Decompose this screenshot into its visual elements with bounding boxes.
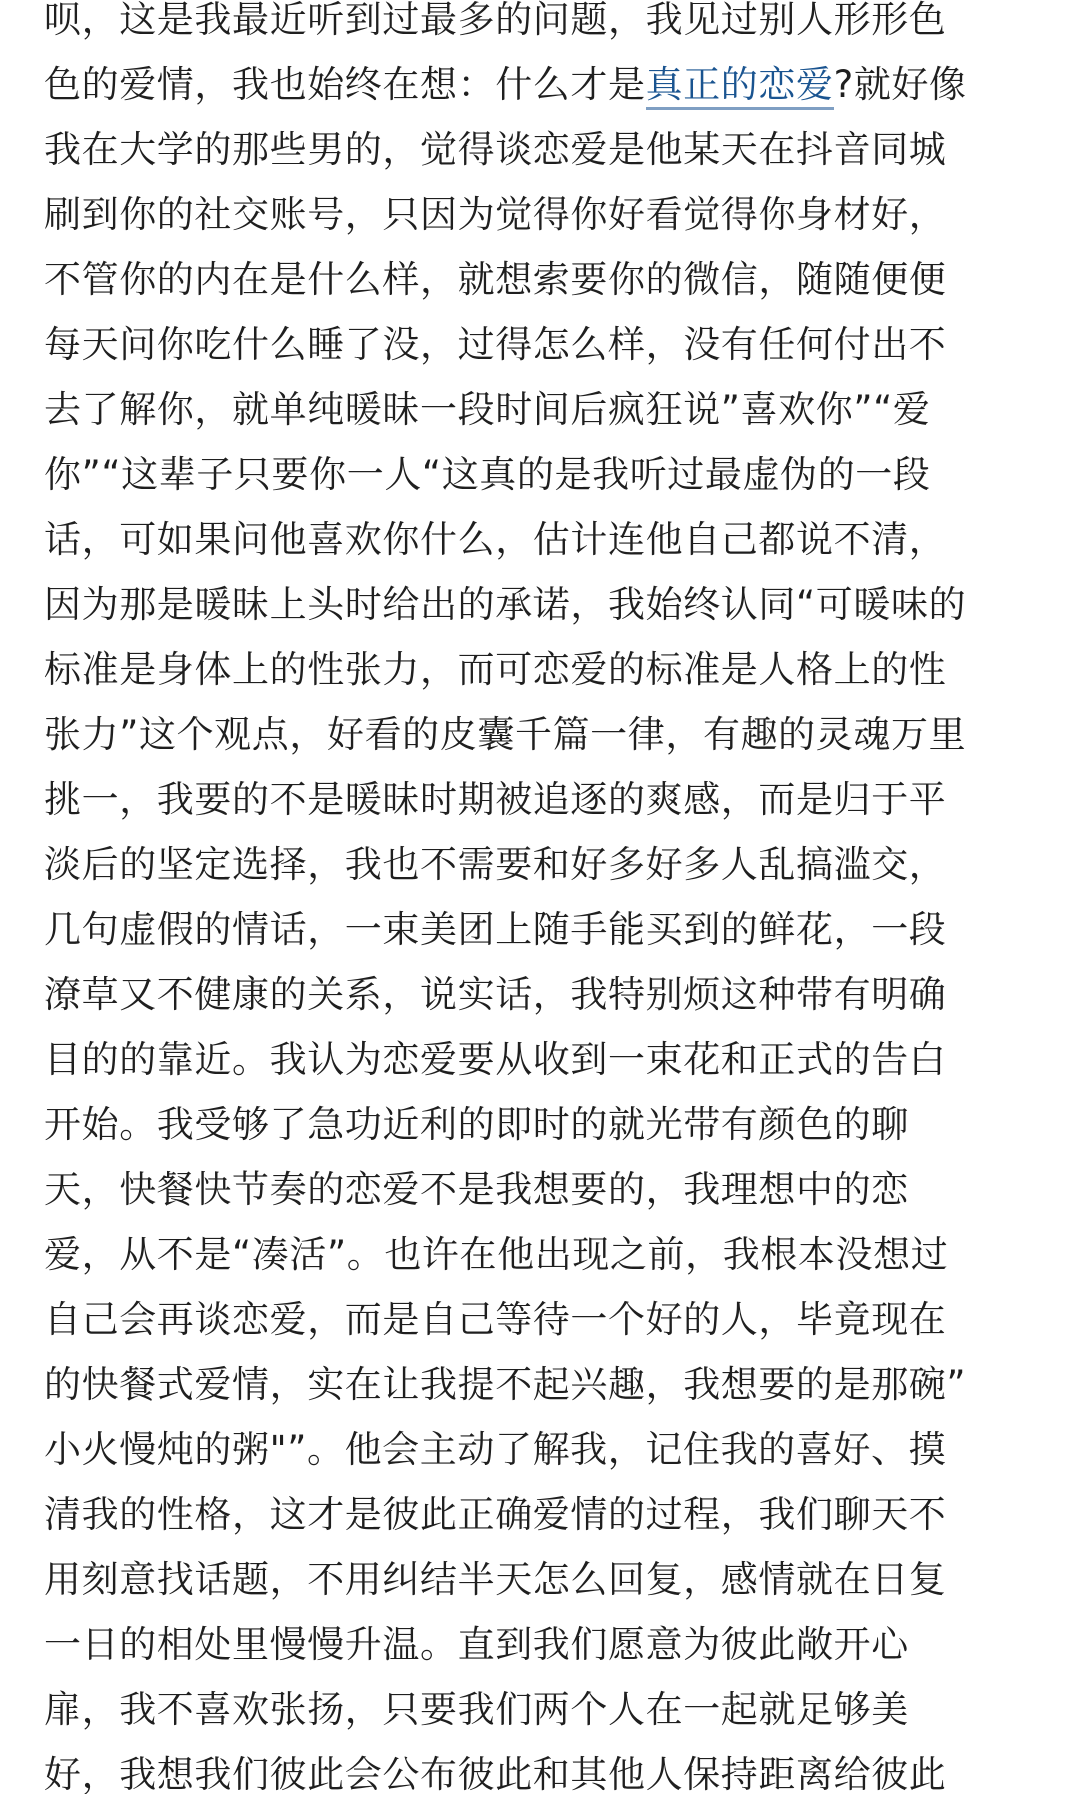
text-line: [44, 1418, 946, 1482]
text-segment: 爱，从不是“凑活”。也许在他出现之前，我根本没想过: [44, 1233, 949, 1276]
text-segment: 一日的相处里慢慢升温。直到我们愿意为彼此敞开心: [44, 1623, 909, 1666]
text-line: [44, 118, 946, 182]
text-segment: 小火慢炖的粥"”。他会主动了解我，记住我的喜好、摸: [44, 1428, 947, 1471]
text-line: [44, 1093, 909, 1157]
text-segment: 标准是身体上的性张力，而可恋爱的标准是人格上的性: [44, 648, 947, 691]
text-line: [44, 833, 946, 897]
text-line: [44, 508, 946, 572]
text-segment: 天，快餐快节奏的恋爱不是我想要的，我理想中的恋: [44, 1168, 909, 1211]
text-line: [44, 1028, 946, 1092]
text-line: [44, 1743, 946, 1794]
text-segment: 潦草又不健康的关系，说实话，我特别烦这种带有明确: [44, 973, 947, 1016]
text-line: [44, 898, 946, 962]
text-line: [44, 443, 931, 507]
text-line: [44, 53, 967, 117]
text-line: [44, 0, 946, 52]
text-segment: 扉，我不喜欢张扬，只要我们两个人在一起就足够美: [44, 1688, 909, 1731]
text-line: [44, 1223, 948, 1287]
text-line: [44, 183, 946, 247]
text-segment: 因为那是暖昧上头时给出的承诺，我始终认同“可暖味的: [44, 583, 967, 626]
text-segment: 你”“这辈子只要你一人“这真的是我听过最虚伪的一段: [44, 453, 931, 496]
text-segment: 话，可如果问他喜欢你什么，估计连他自己都说不清，: [44, 518, 947, 561]
text-line: [44, 638, 946, 702]
text-segment: 好，我想我们彼此会公布彼此和其他人保持距离给彼此: [44, 1753, 947, 1794]
text-segment: 用刻意找话题，不用纠结半天怎么回复，感情就在日复: [44, 1558, 947, 1601]
text-segment: 的快餐式爱情，实在让我提不起兴趣，我想要的是那碗”: [44, 1363, 967, 1406]
text-segment: 挑一，我要的不是暖昧时期被追逐的爽感，而是归于平: [44, 778, 947, 821]
text-line: [44, 1613, 909, 1677]
text-line: [44, 1678, 909, 1742]
text-segment: 色的爱情，我也始终在想：什么才是: [44, 63, 646, 106]
text-segment: 目的的靠近。我认为恋爱要从收到一束花和正式的告白: [44, 1038, 947, 1081]
text-segment: 清我的性格，这才是彼此正确爱情的过程，我们聊天不: [44, 1493, 947, 1536]
text-line: [44, 1353, 966, 1417]
text-segment: ?就好像: [833, 63, 967, 106]
text-line: [44, 1483, 946, 1547]
text-line: [44, 768, 946, 832]
text-line: [44, 963, 946, 1027]
text-segment: 每天问你吃什么睡了没，过得怎么样，没有任何付出不: [44, 323, 947, 366]
text-segment: 呗，这是我最近听到过最多的问题，我见过别人形形色: [44, 0, 947, 41]
text-segment: 我在大学的那些男的，觉得谈恋爱是他某天在抖音同城: [44, 128, 947, 171]
text-line: [44, 248, 946, 312]
text-line: [44, 573, 966, 637]
text-segment: 几句虚假的情话，一束美团上随手能买到的鲜花，一段: [44, 908, 947, 951]
text-line: [44, 313, 946, 377]
text-segment: 去了解你，就单纯暖昧一段时间后疯狂说”喜欢你”“爱: [44, 388, 931, 431]
text-segment: 不管你的内在是什么样，就想索要你的微信，随随便便: [44, 258, 947, 301]
text-segment: 淡后的坚定选择，我也不需要和好多好多人乱搞滥交，: [44, 843, 947, 886]
text-line: [44, 1158, 909, 1222]
text-segment: 张力”这个观点，好看的皮囊千篇一律，有趣的灵魂万里: [44, 713, 967, 756]
text-segment: 刷到你的社交账号，只因为觉得你好看觉得你身材好，: [44, 193, 947, 236]
text-line: [44, 1288, 946, 1352]
text-line: [44, 378, 931, 442]
text-segment: 自己会再谈恋爱，而是自己等待一个好的人，毕竟现在: [44, 1298, 947, 1341]
text-line: [44, 703, 966, 767]
text-line: [44, 1548, 946, 1612]
text-segment: 开始。我受够了急功近利的即时的就光带有颜色的聊: [44, 1103, 909, 1146]
keyword-link[interactable]: 真正的恋爱: [646, 63, 834, 110]
